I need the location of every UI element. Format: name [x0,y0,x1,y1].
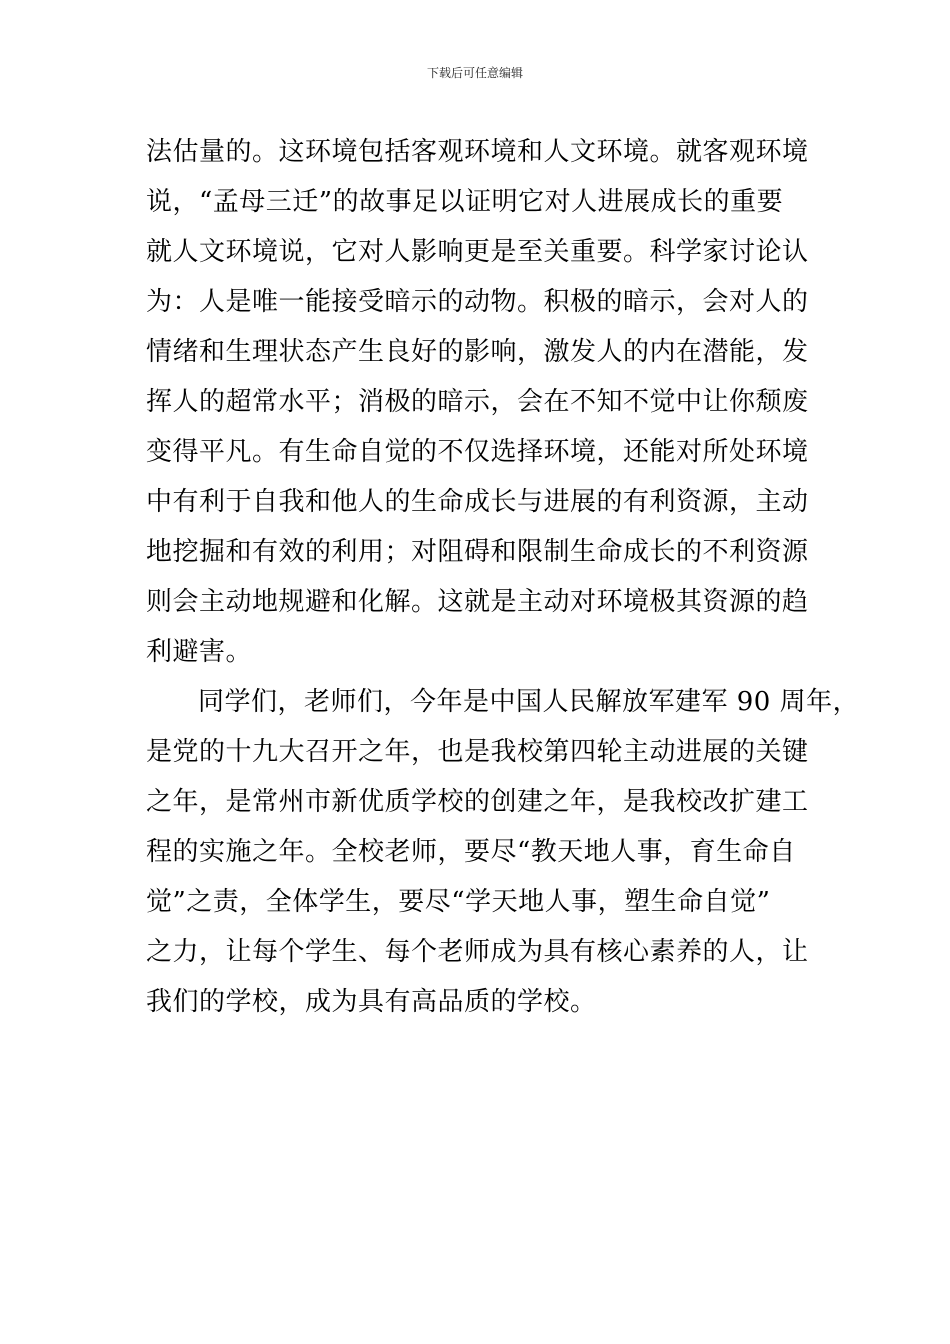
body-text [146,127,860,1027]
paragraph-1 [146,127,846,677]
page-header: 下载后可任意编辑 [426,66,523,80]
text-line: 之年，是常州市新优质学校的创建之年，是我校改扩建工 [146,787,809,817]
text-line: 地挖掘和有效的利用；对阻碍和限制生命成长的不利资源 [146,537,809,567]
text-line: 利避害。 [146,637,253,667]
paragraph-2 [146,677,860,1027]
text-line: 同学们，老师们，今年是中国人民解放军建军 90 周年， [198,687,860,717]
text-line: 中有利于自我和他人的生命成长与进展的有利资源，主动 [146,487,809,517]
text-line: 是党的十九大召开之年，也是我校第四轮主动进展的关键 [146,737,809,767]
text-line: 程的实施之年。全校老师，要尽“教天地人事，育生命自 [146,837,796,867]
text-line: 觉”之责，全体学生，要尽“学天地人事，塑生命自觉” [146,887,771,917]
text-line: 则会主动地规避和化解。这就是主动对环境极其资源的趋 [146,587,809,617]
text-line: 就人文环境说，它对人影响更是至关重要。科学家讨论认 [146,237,809,267]
text-line: 挥人的超常水平；消极的暗示，会在不知不觉中让你颓废 [146,387,809,417]
text-line: 说，“孟母三迁”的故事足以证明它对人进展成长的重要 [146,187,784,217]
text-line: 之力，让每个学生、每个老师成为具有核心素养的人，让 [146,937,809,967]
text-line: 我们的学校，成为具有高品质的学校。 [146,987,597,1017]
text-line: 法估量的。这环境包括客观环境和人文环境。就客观环境 [146,137,809,167]
text-line: 变得平凡。有生命自觉的不仅选择环境，还能对所处环境 [146,437,809,467]
text-line: 情绪和生理状态产生良好的影响，激发人的内在潜能，发 [146,337,809,367]
text-line: 为：人是唯一能接受暗示的动物。积极的暗示，会对人的 [146,287,809,317]
